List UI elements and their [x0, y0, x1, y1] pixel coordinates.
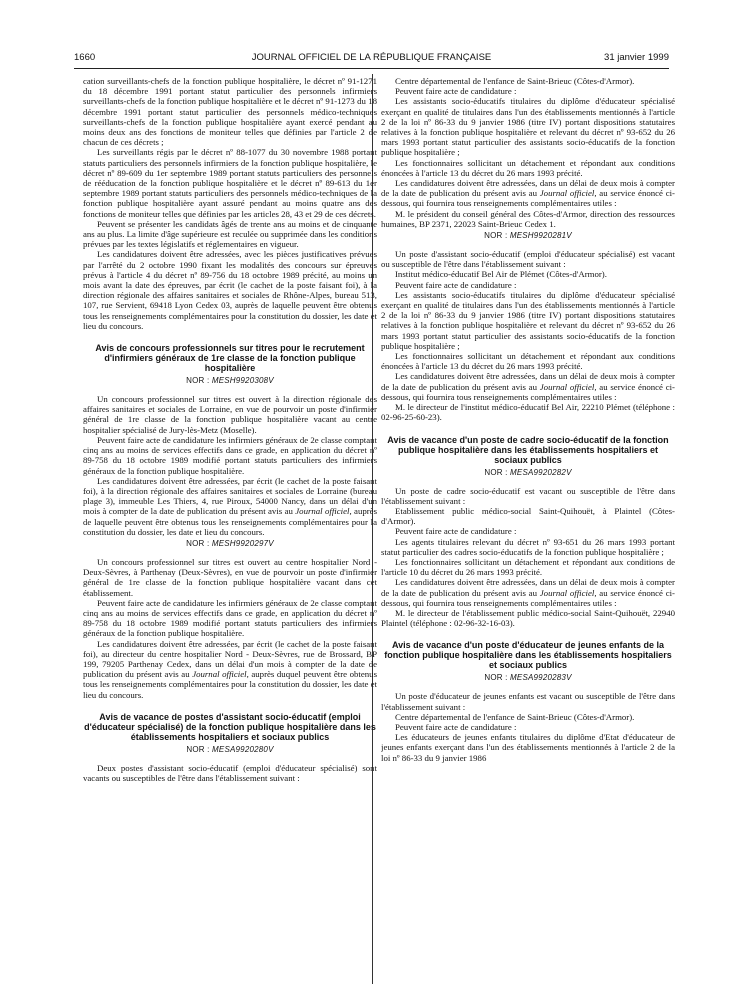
journal-officiel-ref: Journal officiel — [295, 506, 350, 517]
paragraph: Un poste d'éducateur de jeunes enfants est vacant ou susceptible de l'être dans l'établissement suivant : — [381, 691, 675, 712]
paragraph: cation surveillants-chefs de la fonction publique hospitalière, le décret nº 91-1271 du 18 décembre 1991 portant statut particulier des personnels infirmiers surveillants-chefs de la fonction publique hospitalière et le décret nº 91-1273 du 18 décembre 1991 portant statut particulier des personnels médico-techniques surveillants-chefs de la fonction publique hospitalière ayant exercé pendant au moins deux ans des fonctions de moniteur telles que définies par l'article 2 de chacun de ces décrets ; — [83, 76, 377, 148]
journal-officiel-ref: Journal officiel — [192, 669, 247, 680]
paragraph: Centre départemental de l'enfance de Saint-Brieuc (Côtes-d'Armor). — [395, 76, 635, 86]
section-heading: Avis de vacance d'un poste de cadre socio-éducatif de la fonction publique hospitalière dans les établissements hospitaliers et sociaux publics — [387, 434, 669, 465]
nor-code: MESA9920280V — [212, 744, 274, 754]
paragraph: Peuvent faire acte de candidature : — [395, 279, 517, 290]
paragraph: Deux postes d'assistant socio-éducatif (emploi d'éducateur spécialisé) sont vacants ou susceptibles de l'être dans l'établissement suivant : — [83, 762, 377, 783]
nor-label: NOR : — [186, 376, 210, 386]
paragraph: M. le directeur de l'établissement public médico-social Saint-Quihouët, 22940 Plaintel (téléphone : 02-96-32-16-03). — [381, 607, 675, 629]
left-column — [83, 76, 377, 990]
paragraph: Les fonctionnaires sollicitant un détachement et répondant aux conditions énoncées à l'article 13 du décret du 26 mars 1993 précité. — [381, 157, 675, 178]
paragraph: Les éducateurs de jeunes enfants titulaires du diplôme d'Etat d'éducateur de jeunes enfants exerçant dans l'un des établissements mentionnés à l'article 2 de la loi nº 86-33 du 9 janvier 1986 — [381, 732, 675, 763]
paragraph: Centre départemental de l'enfance de Saint-Brieuc (Côtes-d'Armor). — [395, 711, 635, 722]
nor-code: MESH9920308V — [211, 376, 274, 386]
paragraph: Peuvent faire acte de candidature les infirmiers généraux de 2e classe comptant cinq ans au moins de services effectifs dans ce grade, en application du décret nº 89-758 du 18 octobre 1989 modifié portant statuts particuliers des infirmiers généraux de la fonction publique hospitalière. — [83, 434, 377, 476]
section-heading: Avis de vacance d'un poste d'éducateur de jeunes enfants de la fonction publique hospitalière dans les établissements hospitaliers et sociaux publics — [384, 640, 672, 671]
paragraph: Les candidatures doivent être adressées, par écrit (le cachet de la poste faisant foi), au directeur du centre hospitalier Nord - Deux-Sèvres, rue de Brossard, BP 199, 79205 Parthenay Cedex, dans un délai d'un mois à compter de la date de publication du présent avis au Journal officiel, auprès duquel peuvent être obtenus tous les renseignements complémentaires pour la constitution du dossier, les date et lieu du concours. — [83, 638, 377, 700]
page-header — [74, 52, 669, 66]
paragraph: Peuvent faire acte de candidature : — [395, 526, 517, 537]
nor-label: NOR : — [186, 538, 210, 548]
journal-officiel-ref: Journal officiel — [539, 188, 595, 199]
paragraph: Peuvent se présenter les candidats âgés de trente ans au moins et de cinquante ans au plus. La limite d'âge supérieure est reculée ou supprimée dans les conditions prévues par les textes législatifs et réglementaires en vigueur. — [83, 218, 377, 250]
paragraph: Les candidatures doivent être adressées, par écrit (le cachet de la poste faisant foi), à la direction régionale des affaires sanitaires et sociales de Lorraine (bureau plage 3), immeuble Les Thiers, 4, rue Piroux, 54000 Nancy, dans un délai d'un mois à compter de la date de publication du présent avis au Journal officiel, auprès de laquelle peuvent être obtenus tous les renseignements complémentaires pour la constitution du dossier, les date et lieu du concours. — [83, 475, 377, 537]
paragraph: Peuvent faire acte de candidature : — [395, 86, 517, 97]
paragraph: Peuvent faire acte de candidature : — [395, 721, 517, 732]
paragraph: Les fonctionnaires sollicitant un détachement et répondant aux conditions énoncées à l'article 13 du décret du 26 mars 1993 précité. — [381, 351, 675, 372]
section-heading: Avis de concours professionnels sur titres pour le recrutement d'infirmiers généraux de 1re classe de la fonction publique hospitalière — [95, 343, 365, 374]
publication-date: 31 janvier 1999 — [604, 52, 669, 63]
paragraph: Institut médico-éducatif Bel Air de Plémet (Côtes-d'Armor). — [395, 269, 607, 280]
nor-reference — [83, 745, 377, 755]
paragraph: Un concours professionnel sur titres est ouvert au centre hospitalier Nord - Deux-Sèvres, à Parthenay (Deux-Sèvres), en vue de pourvoir un poste d'infirmier général de 1re classe de la fonction publique hospitalière vacant dans cet établissement. — [83, 556, 377, 598]
paragraph: Un poste de cadre socio-éducatif est vacant ou susceptible de l'être dans l'établissement suivant : — [381, 485, 675, 506]
nor-label: NOR : — [484, 231, 508, 241]
paragraph: Les candidatures doivent être adressées, dans un délai de deux mois à compter de la date de publication du présent avis au Journal officiel, au service énoncé ci-dessous, qui fournira tous renseignements complémentaires utiles : — [381, 371, 675, 402]
nor-reference — [83, 539, 377, 549]
paragraph: M. le directeur de l'institut médico-éducatif Bel Air, 22210 Plémet (téléphone : 02-96-25-60-23). — [381, 402, 675, 423]
paragraph: Les candidatures doivent être adressées, dans un délai de deux mois à compter de la date de publication du présent avis au Journal officiel, au service énoncé ci-dessous, qui fournira tous renseignements complémentaires utiles : — [381, 178, 675, 209]
header-rule — [74, 68, 669, 69]
paragraph: Etablissement public médico-social Saint-Quihouët, à Plaintel (Côtes-d'Armor). — [381, 505, 675, 527]
nor-code: MESH9920297V — [211, 538, 274, 548]
paragraph: Peuvent faire acte de candidature les infirmiers généraux de 2e classe comptant cinq ans au moins de services effectifs dans ce grade, en application du décret nº 89-758 du 18 octobre 1989 modifié portant statuts particuliers des infirmiers généraux de la fonction publique hospitalière. — [83, 597, 377, 639]
paragraph: Les assistants socio-éducatifs titulaires du diplôme d'éducateur spécialisé exerçant en qualité de titulaires dans l'un des établissements mentionnés à l'article 2 de la loi nº 86-33 du 9 janvier 1986 (titre IV) portant dispositions statutaires relatives à la fonction publique hospitalière et relevant du décret nº 93-652 du 26 mars 1993 portant statut particulier des assistants socio-éducatifs de la fonction publique hospitalière ; — [381, 96, 675, 158]
paragraph: Les candidatures doivent être adressées, dans un délai de deux mois à compter de la date de publication du présent avis au Journal officiel, au service énoncé ci-dessous, qui fournira tous renseignements complémentaires utiles : — [381, 577, 675, 608]
nor-reference — [381, 673, 675, 683]
paragraph: M. le président du conseil général des Côtes-d'Armor, direction des ressources humaines, BP 2371, 22023 Saint-Brieuc Cedex 1. — [381, 208, 675, 229]
paragraph: Les assistants socio-éducatifs titulaires du diplôme d'éducateur spécialisé exerçant en qualité de titulaires dans l'un des établissements mentionnés à l'article 2 de la loi nº 86-33 du 9 janvier 1986 (titre IV) portant dispositions statutaires relatives à la fonction publique hospitalière et relevant du décret nº 93-652 du 26 mars 1993 portant statut particulier des assistants socio-éducatifs de la fonction publique hospitalière ; — [381, 289, 675, 351]
nor-code: MESH9920281V — [509, 231, 572, 241]
nor-reference — [83, 376, 377, 386]
paragraph: Les agents titulaires relevant du décret nº 93-651 du 26 mars 1993 portant statut particulier des cadres socio-éducatifs de la fonction publique hospitalière ; — [381, 536, 675, 557]
journal-officiel-ref: Journal officiel — [539, 381, 595, 392]
nor-label: NOR : — [186, 744, 210, 754]
nor-reference — [381, 468, 675, 478]
paragraph: Les candidatures doivent être adressées, avec les pièces justificatives prévues par l'arrêté du 2 octobre 1990 fixant les modalités des concours sur épreuves prévus à l'article 4 du décret nº 89-756 du 18 octobre 1989 précité, au moins un mois avant la date des épreuves, par écrit (le cachet de la poste faisant foi), à la direction régionale des affaires sanitaires et sociales de Rhône-Alpes, bureau 513, 107, rue Servient, 69418 Lyon Cedex 03, auprès de laquelle peuvent être obtenus tous les renseignements complémentaires pour la constitution du dossier, les date et lieu du concours. — [83, 249, 377, 331]
nor-code: MESA9920283V — [510, 673, 572, 683]
right-column — [381, 76, 675, 990]
nor-reference — [381, 231, 675, 241]
paragraph: Les fonctionnaires sollicitant un détachement et répondant aux conditions de l'article 10 du décret du 26 mars 1993 précité. — [381, 556, 675, 578]
journal-officiel-ref: Journal officiel — [539, 587, 595, 598]
page-number: 1660 — [74, 52, 96, 63]
paragraph: Les surveillants régis par le décret nº 88-1077 du 30 novembre 1988 portant statuts particuliers des personnels infirmiers de la fonction publique hospitalière, le décret nº 89-609 du 1er septembre 1989 portant statuts particuliers des personnels de rééducation de la fonction publique hospitalière et le décret nº 89-613 du 1er septembre 1989 portant statuts particuliers des personnels médico-techniques de la fonction publique hospitalière ayant assuré pendant au moins quatre ans des fonctions de moniteur telles que définies par les articles 28, 43 et 29 de ces décrets. — [83, 147, 377, 219]
nor-code: MESA9920282V — [510, 467, 572, 477]
paragraph: Un poste d'assistant socio-éducatif (emploi d'éducateur spécialisé) est vacant ou susceptible de l'être dans l'établissement suivant : — [381, 249, 675, 270]
section-heading: Avis de vacance de postes d'assistant socio-éducatif (emploi d'éducateur spécialisé) de la fonction publique hospitalière dans les établissements hospitaliers et sociaux publics — [84, 711, 376, 742]
nor-label: NOR : — [484, 467, 508, 477]
nor-label: NOR : — [484, 673, 508, 683]
journal-title: JOURNAL OFFICIEL DE LA RÉPUBLIQUE FRANÇAISE — [251, 52, 492, 63]
paragraph: Un concours professionnel sur titres est ouvert à la direction régionale des affaires sanitaires et sociales de Lorraine, en vue de pourvoir un poste d'infirmier général de 1re classe de la fonction publique hospitalière vacant au centre hospitalier spécialisé de Jury-lès-Metz (Moselle). — [83, 394, 377, 435]
